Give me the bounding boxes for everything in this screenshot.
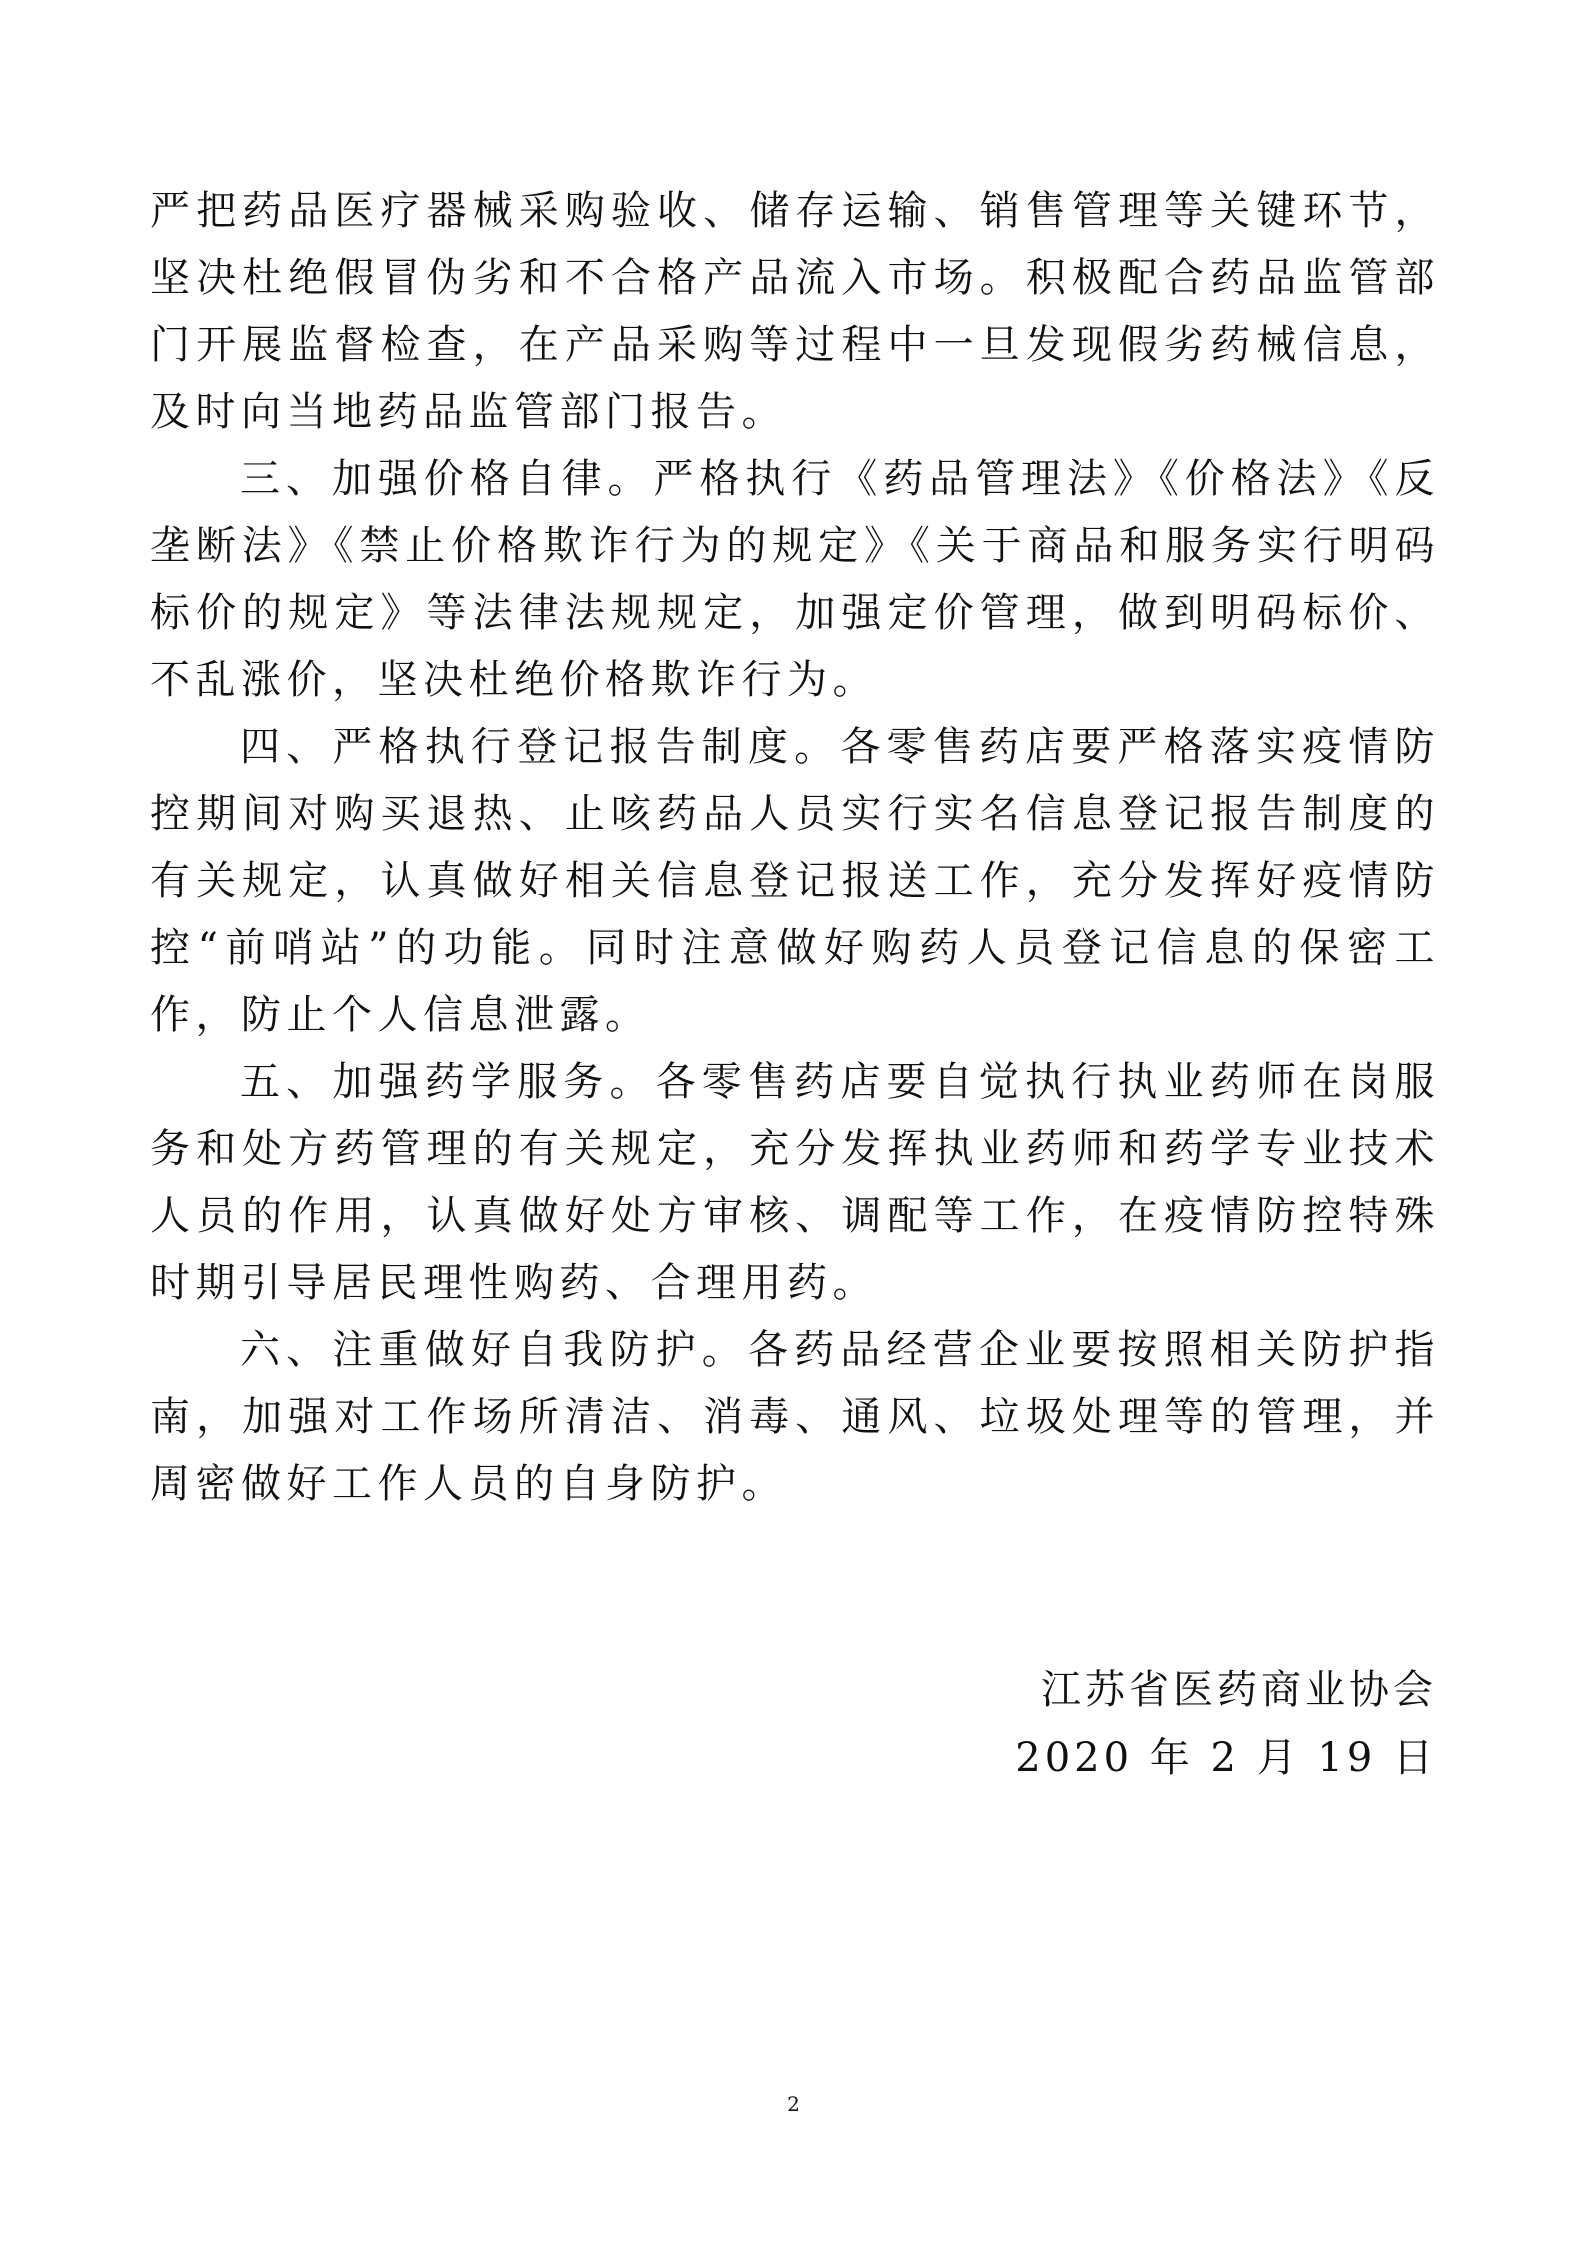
paragraph-registration-reporting: 四、严格执行登记报告制度。各零售药店要严格落实疫情防控期间对购买退热、止咳药品人员实行实名信息登记报告制度的有关规定，认真做好相关信息登记报送工作，充分发挥好疫情防控“前哨站”的功能。同时注意做好购药人员登记信息的保密工作，防止个人信息泄露。 <box>150 724 1440 1038</box>
document-body <box>150 178 1440 1518</box>
paragraph-self-protection: 六、注重做好自我防护。各药品经营企业要按照相关防护指南，加强对工作场所清洁、消毒、通风、垃圾处理等的管理，并周密做好工作人员的自身防护。 <box>150 1327 1440 1507</box>
paragraph-price-self-discipline: 三、加强价格自律。严格执行《药品管理法》《价格法》《反垄断法》《禁止价格欺诈行为的规定》《关于商品和服务实行明码标价的规定》等法律法规规定，加强定价管理，做到明码标价、不乱涨价，坚决杜绝价格欺诈行为。 <box>150 456 1440 703</box>
paragraph-continuation: 严把药品医疗器械采购验收、储存运输、销售管理等关键环节，坚决杜绝假冒伪劣和不合格产品流入市场。积极配合药品监管部门开展监督检查，在产品采购等过程中一旦发现假劣药械信息，及时向当地药品监管部门报告。 <box>150 188 1440 435</box>
paragraph-pharmacy-service: 五、加强药学服务。各零售药店要自觉执行执业药师在岗服务和处方药管理的有关规定，充分发挥执业药师和药学专业技术人员的作用，认真做好处方审核、调配等工作，在疫情防控特殊时期引导居民理性购药、合理用药。 <box>150 1059 1440 1306</box>
page-number: 2 <box>787 2092 800 2116</box>
signature-date: 2020 年 2 月 19 日 <box>1015 1735 1437 1781</box>
signature-organization: 江苏省医药商业协会 <box>1041 1667 1437 1713</box>
signature-block <box>1015 1656 1437 1792</box>
